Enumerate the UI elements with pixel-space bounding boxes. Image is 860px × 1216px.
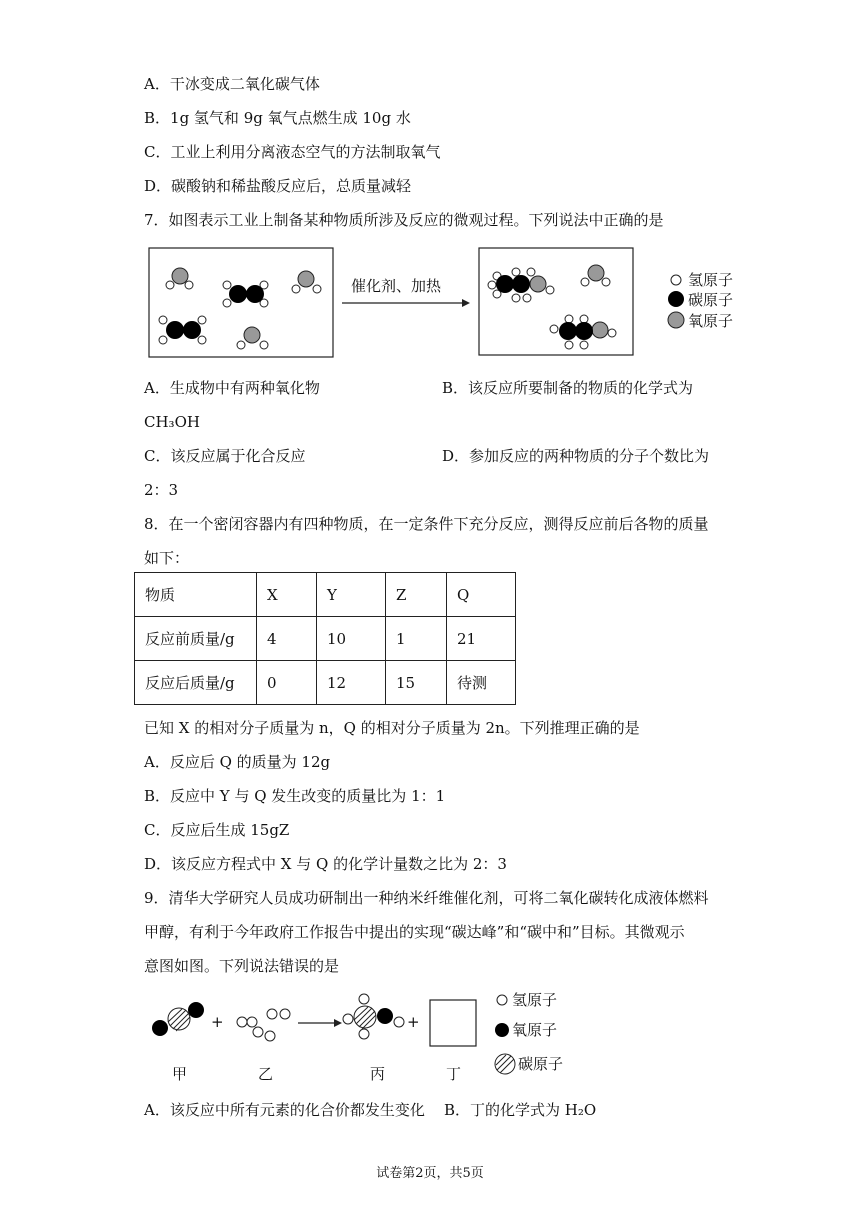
molecule-c2h4 — [159, 316, 206, 344]
legend9-oxygen-label: 氧原子 — [512, 1021, 558, 1039]
table-cell: 10 — [317, 617, 386, 661]
table-cell: Z — [386, 573, 447, 617]
molecule-h2o — [237, 327, 268, 349]
legend-carbon-label: 碳原子 — [688, 291, 734, 309]
molecule-methanol — [343, 994, 404, 1039]
table-row — [135, 617, 516, 661]
q7-option-d-cont: 2：3 — [144, 481, 179, 499]
table-cell: 1 — [386, 617, 447, 661]
legend-oxygen-label: 氧原子 — [688, 312, 734, 330]
table-cell: X — [257, 573, 317, 617]
q7-option-b-cont: CH₃OH — [144, 413, 200, 431]
table-cell: Q — [447, 573, 516, 617]
label-ding: 丁 — [446, 1065, 462, 1083]
table-cell: 反应前质量/g — [135, 617, 257, 661]
table-cell: 物质 — [135, 573, 257, 617]
table-cell: 待测 — [447, 661, 516, 705]
molecule-c2h4 — [223, 281, 268, 307]
table-cell: Y — [317, 573, 386, 617]
q9-stem: 9．清华大学研究人员成功研制出一种纳米纤维催化剂，可将二氧化碳转化成液体燃料 — [144, 889, 709, 907]
products-box — [479, 248, 633, 355]
molecule-h2o — [581, 265, 610, 286]
table-cell: 反应后质量/g — [135, 661, 257, 705]
molecule-product — [550, 315, 616, 349]
q7-option-c: C．该反应属于化合反应 — [144, 447, 306, 465]
q8-option-d: D．该反应方程式中 X 与 Q 的化学计量数之比为 2：3 — [144, 855, 507, 873]
q8-option-c: C．反应后生成 15gZ — [144, 821, 290, 839]
q6-option-c: C．工业上利用分离液态空气的方法制取氧气 — [144, 143, 441, 161]
legend9-carbon-label: 碳原子 — [518, 1055, 564, 1073]
plus-sign: + — [407, 1013, 420, 1031]
q7-option-b: B．该反应所要制备的物质的化学式为 — [442, 379, 694, 397]
table-cell: 4 — [257, 617, 317, 661]
table-row — [135, 661, 516, 705]
table-cell: 21 — [447, 617, 516, 661]
q7-stem: 7．如图表示工业上制备某种物质所涉及反应的微观过程。下列说法中正确的是 — [144, 211, 664, 229]
legend9-hydrogen-label: 氢原子 — [512, 991, 558, 1009]
reactants-box — [149, 248, 333, 357]
q8-stem: 8．在一个密闭容器内有四种物质，在一定条件下充分反应，测得反应前后各物的质量 — [144, 515, 709, 533]
q8-option-b: B．反应中 Y 与 Q 发生改变的质量比为 1：1 — [144, 787, 446, 805]
plus-sign: + — [211, 1013, 224, 1031]
table-cell: 15 — [386, 661, 447, 705]
page-footer: 试卷第2页，共5页 — [376, 1166, 484, 1181]
molecule-product — [488, 268, 554, 302]
table-header-row — [135, 573, 516, 617]
molecule-h2o — [166, 268, 193, 289]
q8-condition: 已知 X 的相对分子质量为 n，Q 的相对分子质量为 2n。下列推理正确的是 — [144, 719, 640, 737]
q9-stem-cont: 甲醇，有利于今年政府工作报告中提出的实现“碳达峰”和“碳中和”目标。其微观示 — [144, 923, 685, 941]
q6-option-b: B．1g 氢气和 9g 氧气点燃生成 10g 水 — [144, 109, 411, 127]
molecule-co2 — [152, 1002, 204, 1036]
q9-option-b: B．丁的化学式为 H₂O — [444, 1101, 597, 1119]
arrow-condition-label: 催化剂、加热 — [351, 277, 442, 295]
table-cell: 12 — [317, 661, 386, 705]
molecule-h2o — [292, 271, 321, 293]
label-jia: 甲 — [172, 1065, 188, 1083]
q7-option-d: D．参加反应的两种物质的分子个数比为 — [442, 447, 710, 465]
q6-option-a: A．干冰变成二氧化碳气体 — [144, 75, 320, 93]
q8-stem-cont: 如下： — [144, 549, 190, 567]
q7-option-a: A．生成物中有两种氧化物 — [144, 379, 320, 397]
unknown-product-box — [430, 1000, 476, 1046]
q9-stem-cont2: 意图如图。下列说法错误的是 — [144, 957, 340, 975]
mass-table — [134, 572, 516, 705]
q8-option-a: A．反应后 Q 的质量为 12g — [144, 753, 331, 771]
q6-option-d: D．碳酸钠和稀盐酸反应后，总质量减轻 — [144, 177, 412, 195]
legend-hydrogen-label: 氢原子 — [688, 271, 734, 289]
molecule-h2-group — [237, 1009, 290, 1041]
q9-option-a: A．该反应中所有元素的化合价都发生变化 — [144, 1101, 425, 1119]
label-yi: 乙 — [258, 1065, 274, 1083]
label-bing: 丙 — [370, 1065, 386, 1083]
table-cell: 0 — [257, 661, 317, 705]
